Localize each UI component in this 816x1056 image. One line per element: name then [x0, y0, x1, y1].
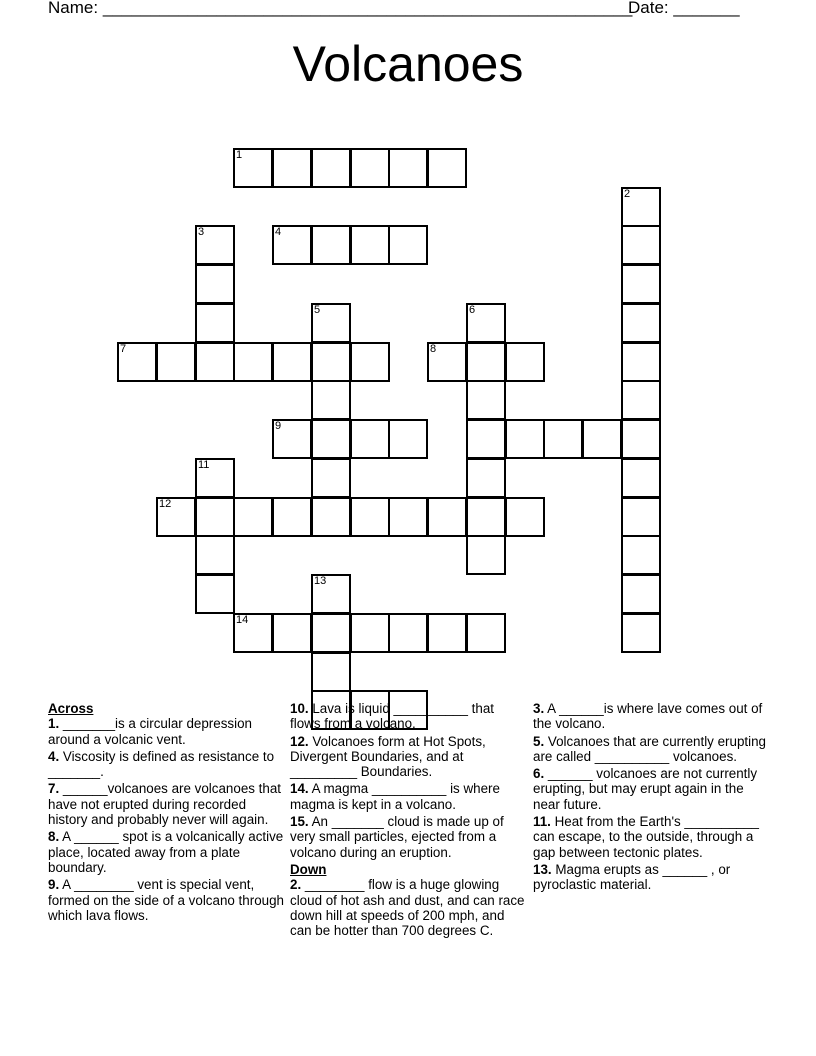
grid-cell[interactable]: [272, 419, 312, 459]
grid-cell[interactable]: [195, 574, 235, 614]
clue-number: 7.: [48, 781, 60, 797]
grid-cell[interactable]: [466, 458, 506, 498]
grid-cell[interactable]: [621, 225, 661, 265]
clue-across-15: [290, 814, 526, 860]
grid-cell[interactable]: [195, 303, 235, 343]
grid-cell[interactable]: [621, 187, 661, 227]
clue-number: 12.: [290, 733, 309, 749]
grid-cell[interactable]: [350, 613, 390, 653]
grid-cell[interactable]: [272, 342, 312, 382]
clue-text: A magma __________ is where magma is kept in a volcano.: [290, 781, 500, 812]
clue-down-13: [533, 862, 769, 893]
grid-cell[interactable]: [311, 419, 351, 459]
down-heading: Down: [290, 861, 327, 877]
clue-number: 5.: [533, 733, 545, 749]
grid-cell[interactable]: [466, 419, 506, 459]
grid-cell[interactable]: [195, 458, 235, 498]
grid-cell[interactable]: [427, 497, 467, 537]
grid-cell[interactable]: [621, 574, 661, 614]
date-blank[interactable]: _______: [673, 0, 740, 17]
clue-text: _______is a circular depression around a volcanic vent.: [48, 716, 252, 747]
grid-cell[interactable]: [388, 419, 428, 459]
clue-text: ______ volcanoes are not currently erupting, but may erupt again in the near future.: [533, 766, 758, 812]
grid-cell[interactable]: [505, 342, 545, 382]
grid-cell[interactable]: [350, 342, 390, 382]
grid-cell[interactable]: [466, 342, 506, 382]
clue-number: 10.: [290, 701, 309, 716]
grid-cell[interactable]: [272, 497, 312, 537]
clue-text: Heat from the Earth's __________ can escape, to the outside, through a gap between tectonic plates.: [533, 814, 759, 860]
clue-text: A ______ spot is a volcanically active place, located away from a plate boundary.: [48, 829, 284, 875]
clue-number: 11.: [533, 814, 551, 830]
grid-cell[interactable]: [233, 342, 273, 382]
clue-down-11: [533, 814, 769, 860]
clue-number: 4.: [48, 748, 60, 764]
grid-cell[interactable]: [621, 419, 661, 459]
clue-text: ________ flow is a huge glowing cloud of hot ash and dust, and can race down hill at speeds of 200 mph, and can be hotter than 700 degrees C.: [290, 877, 525, 939]
clue-text: A ________ vent is special vent, formed on the side of a volcano through which lava flows.: [48, 877, 284, 923]
clue-across-8: [48, 829, 284, 875]
grid-cell[interactable]: [427, 613, 467, 653]
grid-cell[interactable]: [311, 380, 351, 420]
clue-number: 8.: [48, 829, 60, 845]
grid-cell[interactable]: [621, 303, 661, 343]
grid-cell[interactable]: [156, 342, 196, 382]
grid-cell[interactable]: [388, 148, 428, 188]
clue-number: 13.: [533, 861, 552, 877]
grid-cell[interactable]: [311, 148, 351, 188]
grid-cell[interactable]: [233, 497, 273, 537]
grid-cell[interactable]: [466, 303, 506, 343]
grid-cell[interactable]: [350, 148, 390, 188]
clue-number-label: 3: [198, 226, 205, 238]
grid-cell[interactable]: [466, 497, 506, 537]
clue-text: Lava is liquid __________ that flows from a volcano.: [290, 701, 495, 732]
clue-number: 14.: [290, 781, 309, 797]
clue-across-7: [48, 781, 284, 827]
grid-cell[interactable]: [311, 225, 351, 265]
grid-cell[interactable]: [582, 419, 622, 459]
clue-number: 2.: [290, 877, 302, 893]
clue-text: An _______ cloud is made up of very small particles, ejected from a volcano during an eruption.: [290, 814, 504, 860]
grid-cell[interactable]: [350, 419, 390, 459]
clue-across-9: [48, 877, 284, 923]
grid-cell[interactable]: [311, 458, 351, 498]
grid-cell[interactable]: [156, 497, 196, 537]
grid-cell[interactable]: [466, 380, 506, 420]
grid-cell[interactable]: [195, 535, 235, 575]
grid-cell[interactable]: [311, 497, 351, 537]
grid-cell[interactable]: [311, 303, 351, 343]
grid-cell[interactable]: [621, 458, 661, 498]
clue-number: 15.: [290, 814, 309, 830]
clue-number-label: 6: [469, 304, 476, 316]
clue-number: 9.: [48, 877, 60, 893]
grid-cell[interactable]: [427, 342, 467, 382]
grid-cell[interactable]: [195, 497, 235, 537]
page-title: Volcanoes: [292, 36, 524, 92]
grid-cell[interactable]: [272, 613, 312, 653]
grid-cell[interactable]: [505, 497, 545, 537]
grid-cell[interactable]: [195, 225, 235, 265]
name-label: Name:: [48, 0, 99, 17]
grid-cell[interactable]: [388, 225, 428, 265]
clue-down-2: [290, 877, 526, 938]
grid-cell[interactable]: [311, 652, 351, 692]
grid-cell[interactable]: [543, 419, 583, 459]
grid-cell[interactable]: [388, 613, 428, 653]
clue-number: 6.: [533, 766, 545, 782]
grid-cell[interactable]: [195, 342, 235, 382]
clue-down-5: [533, 734, 769, 765]
clue-number: 3.: [533, 701, 545, 716]
name-blank[interactable]: ________________________________________________________: [102, 0, 633, 17]
grid-cell[interactable]: [621, 380, 661, 420]
grid-cell[interactable]: [427, 148, 467, 188]
date-label: Date:: [628, 0, 669, 17]
clues-column-2: [290, 701, 526, 940]
grid-cell[interactable]: [311, 342, 351, 382]
clue-text: Volcanoes that are currently erupting are called __________ volcanoes.: [533, 733, 766, 764]
grid-cell[interactable]: [233, 148, 273, 188]
clue-text: Magma erupts as ______ , or pyroclastic material.: [533, 861, 731, 893]
clue-across-12: [290, 734, 526, 780]
clue-text: A ______is where lave comes out of the volcano.: [533, 701, 763, 732]
grid-cell[interactable]: [388, 497, 428, 537]
clue-across-4: [48, 749, 284, 780]
clue-number-label: 2: [624, 188, 631, 200]
grid-cell[interactable]: [621, 497, 661, 537]
clue-text: ______volcanoes are volcanoes that have not erupted during recorded history and probably never will again.: [48, 781, 282, 828]
grid-cell[interactable]: [505, 419, 545, 459]
clue-number-label: 12: [159, 498, 172, 510]
grid-cell[interactable]: [117, 342, 157, 382]
across-heading: Across: [48, 701, 94, 716]
clue-down-3: [533, 701, 769, 732]
clue-number-label: 13: [314, 575, 327, 587]
grid-cell[interactable]: [621, 264, 661, 304]
clue-text: Volcanoes form at Hot Spots, Divergent Boundaries, and at _________ Boundaries.: [290, 733, 486, 780]
clue-number-label: 14: [236, 614, 249, 626]
clue-number-label: 9: [275, 420, 282, 432]
clue-down-6: [533, 766, 769, 812]
grid-cell[interactable]: [350, 497, 390, 537]
clue-number-label: 8: [430, 343, 437, 355]
clues-column-1: [48, 701, 284, 925]
clue-number: 1.: [48, 716, 60, 732]
grid-cell[interactable]: [233, 613, 273, 653]
grid-cell[interactable]: [621, 342, 661, 382]
clues-column-3: [533, 701, 769, 895]
clue-across-1: [48, 716, 284, 747]
grid-cell[interactable]: [621, 613, 661, 653]
clue-across-14: [290, 781, 526, 812]
clue-text: Viscosity is defined as resistance to _______.: [48, 748, 275, 780]
clue-number-label: 5: [314, 304, 321, 316]
grid-cell[interactable]: [272, 225, 312, 265]
clue-across-10: [290, 701, 526, 732]
grid-cell[interactable]: [272, 148, 312, 188]
clue-number-label: 7: [120, 343, 127, 355]
grid-cell[interactable]: [350, 225, 390, 265]
grid-cell[interactable]: [311, 574, 351, 614]
grid-cell[interactable]: [621, 535, 661, 575]
grid-cell[interactable]: [466, 535, 506, 575]
grid-cell[interactable]: [311, 613, 351, 653]
clue-number-label: 1: [236, 149, 243, 161]
clue-number-label: 11: [198, 459, 210, 471]
grid-cell[interactable]: [195, 264, 235, 304]
clue-number-label: 4: [275, 226, 282, 238]
grid-cell[interactable]: [466, 613, 506, 653]
